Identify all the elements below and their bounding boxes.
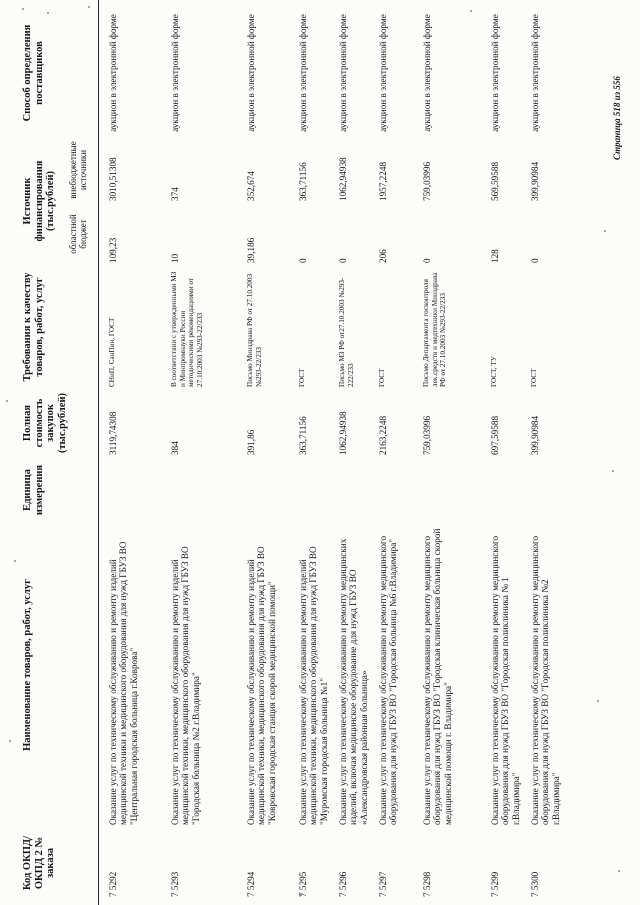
row-method: аукцион в электронной форме: [246, 14, 256, 132]
row-cost: 384: [170, 441, 180, 455]
row-method: аукцион в электронной форме: [422, 14, 432, 132]
row-code: 7 5297: [378, 871, 388, 897]
row-fin-regional: 109,23: [108, 237, 118, 263]
header-cost: Полная стоимость закупок (тыс.рублей): [22, 392, 68, 454]
row-code: 7 5298: [422, 871, 432, 897]
row-requirements: ГОСТ: [378, 368, 386, 387]
row-cost: 759,03996: [422, 415, 432, 455]
row-fin-regional: 10: [170, 253, 180, 263]
row-requirements: Письмо Минздрава РФ от 27.10.2003 №293-22/233: [246, 273, 263, 387]
row-fin-regional: 0: [422, 258, 432, 263]
row-code: 7 5292: [108, 871, 118, 897]
row-name: Оказание услуг по техническому обслуживанию и ремонту медицинских изделий, включая медицинское оборудование для нужд ГБУЗ ВО «Александровская районная больница»: [338, 538, 369, 825]
row-fin-extrabudget: 399,90984: [530, 161, 540, 201]
row-fin-extrabudget: 569,59588: [490, 161, 500, 201]
row-method: аукцион в электронной форме: [378, 14, 388, 132]
row-cost: 2163,2248: [378, 415, 388, 455]
row-method: аукцион в электронной форме: [108, 14, 118, 132]
row-requirements: СНиП, СанПин, ГОСТ: [108, 317, 116, 387]
row-requirements: ГОСТ, ТУ: [490, 356, 498, 387]
row-fin-extrabudget: 363,71156: [298, 162, 308, 201]
row-cost: 1062,94938: [338, 411, 348, 455]
row-code: 7 5293: [170, 871, 180, 897]
row-name: Оказание услуг по техническому обслуживанию и ремонту изделий медицинской техники, медицинского оборудования для нужд ГБУЗ ВО "Муромская городская больница №1": [298, 546, 329, 825]
header-unit: Единица измерения: [22, 464, 45, 516]
row-fin-regional: 0: [530, 258, 540, 263]
row-name: Оказание услуг по техническому обслуживанию и ремонту медицинского оборудования для нужд ГБУЗ ВО "Городская поликлиника № 1 г.Владимира": [490, 535, 521, 825]
row-requirements: ГОСТ: [530, 368, 538, 387]
header-requirements: Требования к качеству товаров, работ, услуг: [22, 272, 45, 382]
header-fin-extrabudget: внебюджетные источники: [68, 141, 88, 199]
header-method: Способ определения поставщиков: [22, 24, 45, 122]
row-requirements: Письмо Департамента госконтроля лек.средств и медтехники Минздрава РФ от 27.10.2003 №293-22/233: [422, 272, 448, 387]
row-requirements: Письмо МЗ РФ от27.10.2003 №293-222/233: [338, 277, 355, 387]
row-name: Оказание услуг по техническому обслуживанию и ремонту медицинского оборудования для нужд ГБУЗ ВО "Городская поликлиника №2 г.Владимира": [530, 535, 561, 825]
row-name: Оказание услуг по техническому обслуживанию и ремонту медицинского оборудования для нужд ГБУЗ ВО "Городская клиническая больница скорой медицинской помощи г. Владимира": [422, 528, 453, 825]
row-cost: 399,90984: [530, 415, 540, 455]
row-method: аукцион в электронной форме: [490, 14, 500, 132]
row-name: Оказание услуг по техническому обслуживанию и ремонту изделий медицинской техники, медицинского оборудования для нужд ГБУЗ ВО "Ковровская городская станция скорой медицинской помощи": [246, 546, 277, 825]
row-cost: 391,86: [246, 429, 256, 455]
row-cost: 363,71156: [298, 416, 308, 455]
row-requirements: В соответствии с утвержденными МЗ и Минпромнауки России методическими рекомендациями от 27.10.2003 №293-22/233: [170, 271, 204, 387]
row-fin-extrabudget: 374: [170, 187, 180, 201]
header-divider: [98, 0, 99, 905]
header-fin-regional: областной бюджет: [68, 214, 88, 254]
page-number: Страница 518 из 556: [612, 76, 622, 160]
row-fin-regional: 0: [298, 258, 308, 263]
row-code: 7 5300: [530, 871, 540, 897]
row-code: 7 5295: [298, 871, 308, 897]
header-financing: Источник финансирования (тыс.рублей): [22, 160, 56, 242]
header-name: Наименование товаров, работ, услуг: [22, 579, 33, 751]
row-requirements: ГОСТ: [298, 368, 306, 387]
row-code: 7 5294: [246, 871, 256, 897]
row-method: аукцион в электронной форме: [298, 14, 308, 132]
row-method: аукцион в электронной форме: [170, 14, 180, 132]
row-code: 7 5296: [338, 871, 348, 897]
row-code: 7 5299: [490, 871, 500, 897]
row-fin-regional: 128: [490, 249, 500, 263]
row-name: Оказание услуг по техническому обслуживанию и ремонту изделий медицинской техники, медицинского оборудования для нужд ГБУЗ ВО "Городская больница №2 г.Владимира": [170, 546, 201, 825]
row-cost: 3119,74308: [108, 411, 118, 455]
row-fin-extrabudget: 1062,94938: [338, 157, 348, 201]
header-code: Код ОКПД/ ОКПД 2 № заказа: [22, 835, 56, 891]
row-fin-regional: 206: [378, 249, 388, 263]
row-method: аукцион в электронной форме: [530, 14, 540, 132]
row-cost: 697,59588: [490, 415, 500, 455]
row-fin-regional: 0: [338, 258, 348, 263]
row-fin-regional: 39,186: [246, 237, 256, 263]
row-fin-extrabudget: 759,03996: [422, 161, 432, 201]
row-method: аукцион в электронной форме: [338, 14, 348, 132]
row-fin-extrabudget: 1957,2248: [378, 161, 388, 201]
row-fin-extrabudget: 352,674: [246, 171, 256, 201]
row-fin-extrabudget: 3010,51308: [108, 157, 118, 201]
row-name: Оказание услуг по техническому обслуживанию и ремонту медицинского оборудования для нужд ГБУЗ ВО "Городская больница №6 г.Владимира": [378, 535, 399, 825]
row-name: Оказание услуг по техническому обслуживанию и ремонту изделий медицинской техники и медицинского оборудования для нужд ГБУЗ ВО "Центральная городская больница г.Коврова": [108, 541, 139, 825]
